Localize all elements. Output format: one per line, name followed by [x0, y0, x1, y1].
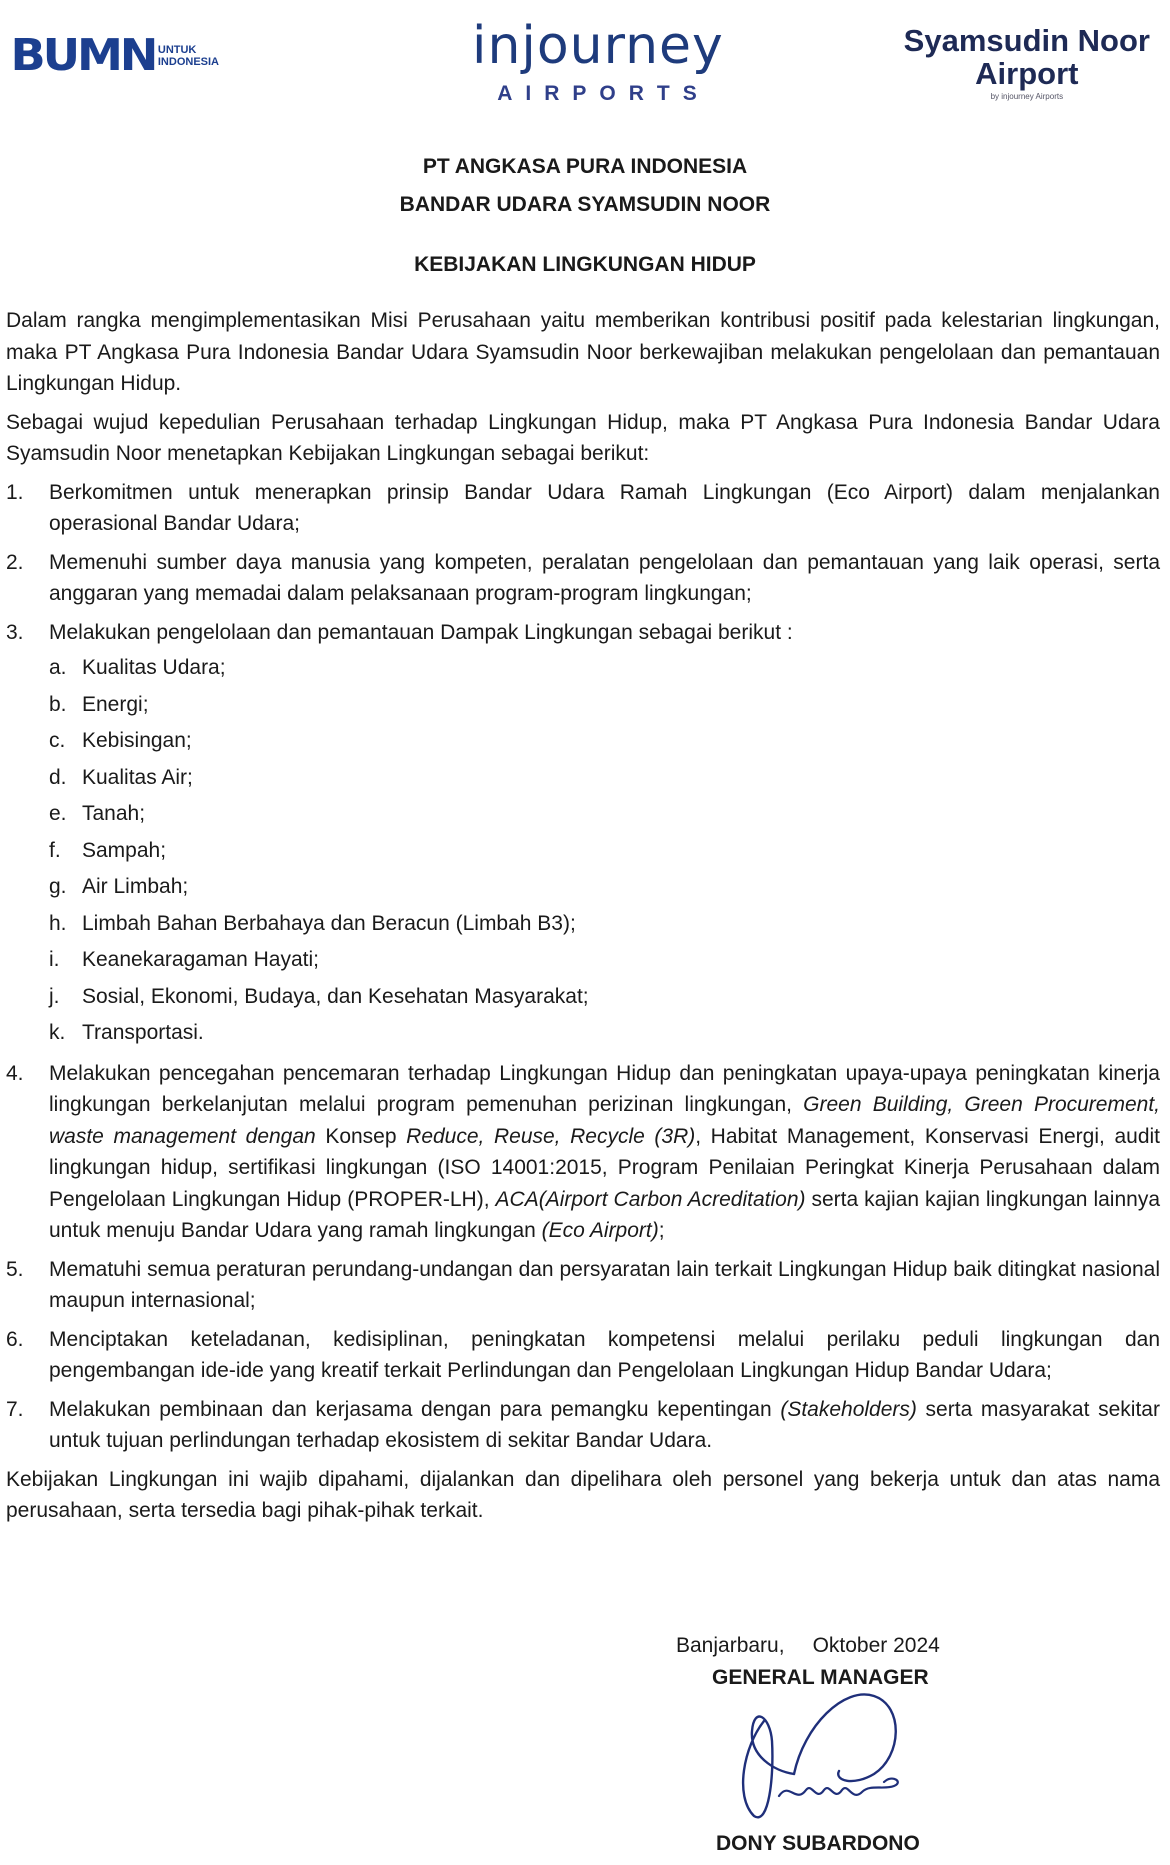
- policy-item: 4. Melakukan pencegahan pencemaran terhadap Lingkungan Hidup dan peningkatan upaya-upaya peningkatan kinerja lingkungan berkelanjutan melalui program pemenuhan perizinan lingkungan, Green Building, Green Procurement, waste management dengan Konsep Reduce, Reuse, Recycle (3R), Habitat Management, Konservasi Energi, audit lingkungan hidup, sertifikasi lingkungan (ISO 14001:2015, Program Penilaian Peringkat Kinerja Perusahaan dalam Pengelolaan Lingkungan Hidup (PROPER-LH), ACA(Airport Carbon Acreditation) serta kajian kajian lingkungan lainnya untuk menuju Bandar Udara yang ramah lingkungan (Eco Airport);: [6, 1061, 1160, 1242]
- policy-item: 7. Melakukan pembinaan dan kerjasama dengan para pemangku kepentingan (Stakeholders) serta masyarakat sekitar untuk tujuan perlindungan terhadap ekosistem di sekitar Bandar Udara.: [6, 1397, 1160, 1452]
- intro-paragraph: Sebagai wujud kepedulian Perusahaan terhadap Lingkungan Hidup, maka PT Angkasa Pura Indonesia Bandar Udara Syamsudin Noor menetapkan Kebijakan Lingkungan sebagai berikut:: [6, 410, 1160, 465]
- impact-list-item: a. Kualitas Udara;: [49, 656, 226, 679]
- airport-name: BANDAR UDARA SYAMSUDIN NOOR: [399, 193, 771, 216]
- airports-wordmark: AIRPORTS: [497, 82, 710, 105]
- letterhead: [0, 18, 1170, 128]
- impact-list-item: c. Kebisingan;: [49, 729, 192, 752]
- handwritten-signature: [724, 1686, 934, 1836]
- impact-list-item: g. Air Limbah;: [49, 875, 189, 898]
- injourney-airports-logo: [472, 18, 722, 106]
- impact-list-item: b. Energi;: [49, 692, 149, 716]
- injourney-wordmark: injourney: [472, 16, 724, 76]
- policy-item: 1. Berkomitmen untuk menerapkan prinsip Bandar Udara Ramah Lingkungan (Eco Airport) dalam menjalankan operasional Bandar Udara;: [6, 480, 1160, 535]
- place-and-date: Banjarbaru, Oktober 2024: [676, 1634, 940, 1657]
- bumn-logo: [10, 30, 219, 81]
- closing-paragraph: Kebijakan Lingkungan ini wajib dipahami, dijalankan dan dipelihara oleh personel yang bekerja untuk dan atas nama perusahaan, serta tersedia bagi pihak-pihak terkait.: [6, 1467, 1160, 1522]
- policy-item: 6. Menciptakan keteladanan, kedisiplinan, peningkatan kompetensi melalui perilaku peduli lingkungan dan pengembangan ide-ide yang kreatif terkait Perlindungan dan Pengelolaan Lingkungan Hidup Bandar Udara;: [6, 1327, 1160, 1382]
- company-name: PT ANGKASA PURA INDONESIA: [422, 155, 748, 178]
- signatory-title: GENERAL MANAGER: [712, 1666, 929, 1689]
- policy-item: 5. Mematuhi semua peraturan perundang-undangan dan persyaratan lain terkait Lingkungan Hidup baik ditingkat nasional maupun internasional;: [6, 1257, 1160, 1312]
- policy-body: [6, 305, 1160, 1534]
- impact-list-item: k. Transportasi.: [49, 1021, 204, 1044]
- impact-list-item: f. Sampah;: [49, 838, 167, 862]
- bumn-logo-mark: BUMN: [10, 30, 156, 81]
- signature-block: [676, 1630, 976, 1855]
- impact-list-item: d. Kualitas Air;: [49, 765, 193, 789]
- document-title: KEBIJAKAN LINGKUNGAN HIDUP: [414, 253, 756, 276]
- impact-list-item: e. Tanah;: [49, 802, 146, 825]
- signatory-name: DONY SUBARDONO: [716, 1832, 920, 1855]
- impact-list-item: h. Limbah Bahan Berbahaya dan Beracun (Limbah B3);: [49, 911, 576, 935]
- policy-item: 2. Memenuhi sumber daya manusia yang kompeten, peralatan pengelolaan dan pemantauan yang laik operasi, serta anggaran yang memadai dalam pelaksanaan program-program lingkungan;: [6, 550, 1160, 605]
- policy-item: 3. Melakukan pengelolaan dan pemantauan Dampak Lingkungan sebagai berikut :: [6, 620, 793, 644]
- syamsudin-noor-airport-logo: Syamsudin Noor Airport by injourney Airports: [903, 23, 1150, 101]
- bumn-logo-tagline: UNTUK INDONESIA: [157, 44, 219, 68]
- impact-list-item: j. Sosial, Ekonomi, Budaya, dan Kesehatan Masyarakat;: [49, 984, 589, 1008]
- impact-list: [6, 650, 1160, 1052]
- document-headings: [0, 148, 1170, 284]
- intro-paragraph: Dalam rangka mengimplementasikan Misi Perusahaan yaitu memberikan kontribusi positif pada kelestarian lingkungan, maka PT Angkasa Pura Indonesia Bandar Udara Syamsudin Noor berkewajiban melakukan pengelolaan dan pemantauan Lingkungan Hidup.: [6, 309, 1160, 395]
- impact-list-item: i. Keanekaragaman Hayati;: [49, 948, 319, 971]
